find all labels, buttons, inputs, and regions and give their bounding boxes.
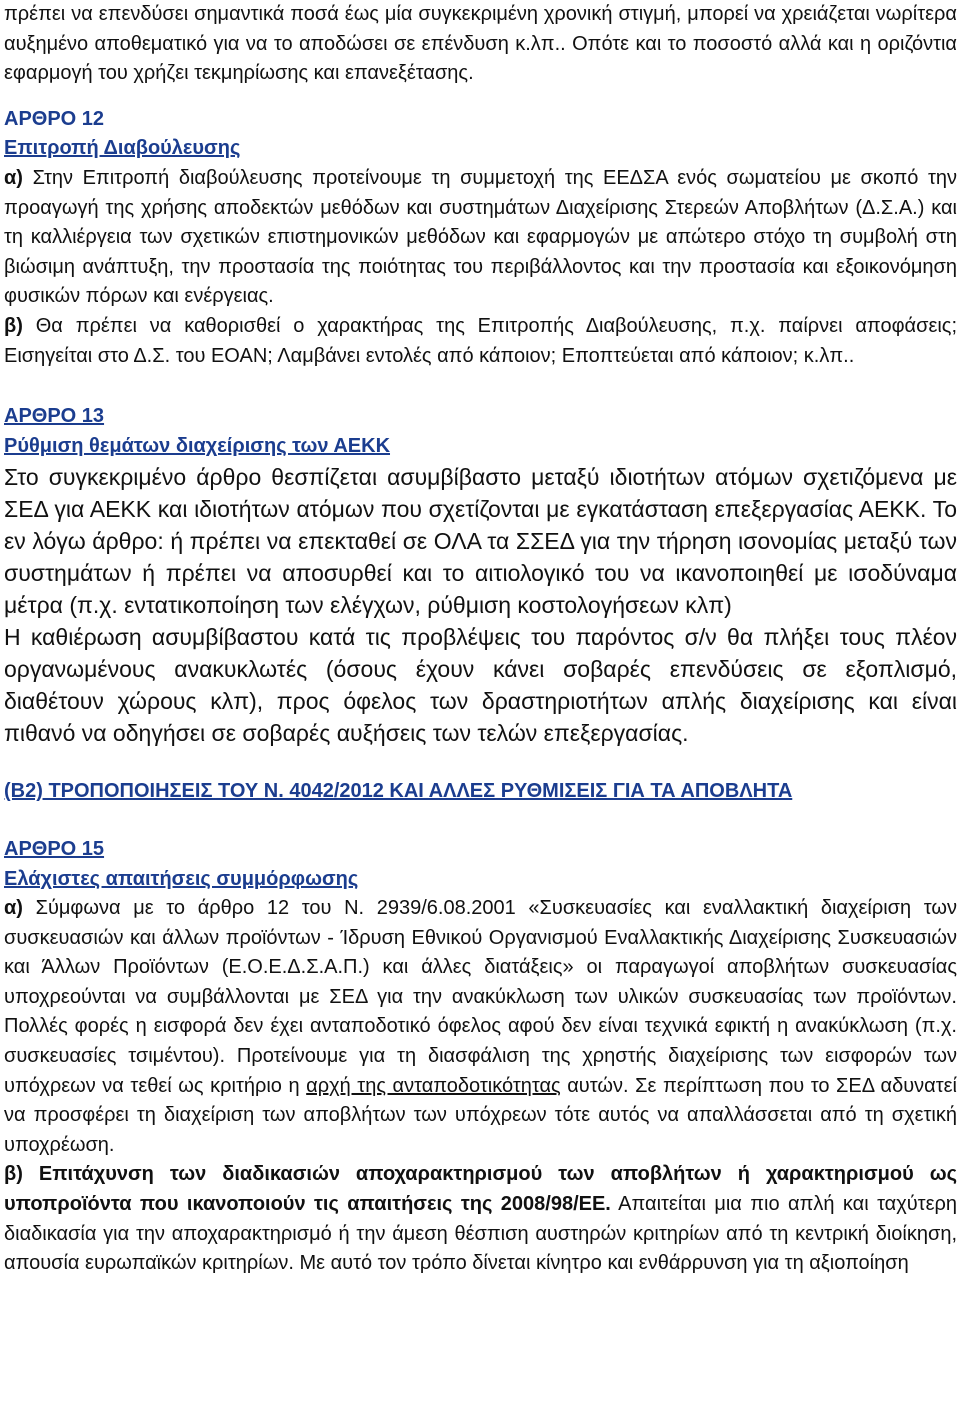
article-15-paragraph-a (4, 894, 957, 1160)
intro-paragraph: πρέπει να επενδύσει σημαντικά ποσά έως μία συγκεκριμένη χρονική στιγμή, μπορεί να χρειάζεται νωρίτερα αυξημένο αποθεματικό για να το αποδώσει σε επένδυση κ.λπ.. Οπότε και το ποσοστό αλλά και η οριζόντια εφαρμογή του χρήζει τεκμηρίωσης και επανεξέτασης. (4, 3, 957, 85)
article-12-paragraph-b (4, 312, 957, 371)
article-12-paragraph-a (4, 164, 957, 312)
article-13-heading: ΑΡΘΡΟ 13 (4, 405, 105, 428)
article-13-paragraph-1: Στο συγκεκριμένο άρθρο θεσπίζεται ασυμβίβαστο μεταξύ ιδιοτήτων ατόμων σχετιζόμενα με ΣΕΔ για ΑΕΚΚ και ιδιοτήτων ατόμων που σχετίζονται με εγκατάσταση επεξεργασίας ΑΕΚΚ. Το εν λόγω άρθρο: ή πρέπει να επεκταθεί σε ΟΛΑ τα ΣΣΕΔ για την τήρηση ισονομίας μεταξύ των συστημάτων ή πρέπει να αποσυρθεί και το αιτιολογικό του να ικανοποιηθεί με ισοδύναμα μέτρα (π.χ. εντατικοποίηση των ελέγχων, ρύθμιση κοστολογήσεων κλπ) (4, 464, 957, 619)
article-15-b-bold: Επιτάχυνση των διαδικασιών αποχαρακτηρισμού των αποβλήτων ή χαρακτηρισμού ως υποπροϊόντα που ικανοποιούν τις απαιτήσεις της 2008/98/ΕΕ. (4, 1163, 957, 1216)
article-15-title: Ελάχιστες απαιτήσεις συμμόρφωσης (4, 867, 359, 890)
article-13-paragraph-2: Η καθιέρωση ασυμβίβαστου κατά τις προβλέψεις του παρόντος σ/ν θα πλήξει τους πλέον οργανωμένους ανακυκλωτές (όσους έχουν κάνει σοβαρές επενδύσεις σε εξοπλισμό, διαθέτουν χώρους κλπ), προς όφελος των δραστηριοτήτων απλής διαχείρισης και είναι πιθανό να οδηγήσει σε σοβαρές αυξήσεις των τελών επεξεργασίας. (4, 624, 957, 747)
article-15-paragraph-b (4, 1160, 957, 1278)
article-12-b-text: Θα πρέπει να καθορισθεί ο χαρακτήρας της Επιτροπής Διαβούλευσης, π.χ. παίρνει αποφάσεις; Εισηγείται στο Δ.Σ. του ΕΟΑΝ; Λαμβάνει εντολές από κάποιον; Εποπτεύεται από κάποιον; κ.λπ.. (4, 314, 957, 367)
article-12-b-marker: β) (4, 314, 23, 337)
section-b2-heading: (Β2) ΤΡΟΠΟΠΟΙΗΣΕΙΣ ΤΟΥ Ν. 4042/2012 ΚΑΙ ΑΛΛΕΣ ΡΥΘΜΙΣΕΙΣ ΓΙΑ ΤΑ ΑΠΟΒΛΗΤΑ (4, 780, 793, 803)
article-15-b-text: Απαιτείται μια πιο απλή και ταχύτερη διαδικασία για την αποχαρακτηρισμό ή την άμεση θέσπιση αυστηρών κριτηρίων από τη κεντρική διοίκηση, απουσία ευρωπαϊκών κριτηρίων. Με αυτό τον τρόπο δίνεται κίνητρο και ενθάρρυνση για τη αξιοποίηση (4, 1193, 957, 1275)
article-15-heading: ΑΡΘΡΟ 15 (4, 837, 105, 860)
article-12-heading: ΑΡΘΡΟ 12 (4, 107, 105, 130)
article-15-a-text-2: αυτών. Σε περίπτωση που το ΣΕΔ αδυνατεί να προσφέρει τη διαχείριση των αποβλήτων των υπόχρεων τότε αυτός να απαλλάσσεται από τη σχετική υποχρέωση. (4, 1074, 957, 1156)
article-13-title: Ρύθμιση θεμάτων διαχείρισης των ΑΕΚΚ (4, 434, 391, 457)
article-15-a-text-1: Σύμφωνα με το άρθρο 12 του Ν. 2939/6.08.2001 «Συσκευασίες και εναλλακτική διαχείριση των συσκευασιών και άλλων προϊόντων - Ίδρυση Εθνικού Οργανισμού Εναλλακτικής Διαχείρισης Συσκευασιών και Άλλων Προϊόντων (Ε.Ο.Ε.Δ.Σ.Α.Π.) και άλλες διατάξεις» οι παραγωγοί αποβλήτων συσκευασίας υποχρεούνται να συμβάλλονται με ΣΕΔ για την ανακύκλωση των υλικών συσκευασίας των προϊόντων. Πολλές φορές η εισφορά δεν έχει ανταποδοτικό όφελος αφού δεν είναι τεχνικά εφικτή η ανακύκλωση (π.χ. συσκευασίες τσιμέντου). Προτείνουμε για τη διασφάλιση της χρηστής διαχείρισης των εισφορών των υπόχρεων να τεθεί ως κριτήριο η (4, 897, 957, 1097)
article-12-a-marker: α) (4, 166, 23, 189)
article-12-a-text: Στην Επιτροπή διαβούλευσης προτείνουμε τη συμμετοχή της ΕΕΔΣΑ ενός σωματείου με σκοπό την προαγωγή της χρήσης αποδεκτών μεθόδων και συστημάτων Διαχείρισης Στερεών Αποβλήτων (Δ.Σ.Α.) και τη καλλιέργεια των σχετικών επιστημονικών μεθόδων και εφαρμογών με απώτερο στόχο τη συμβολή στη βιώσιμη ανάπτυξη, την προστασία της ποιότητας του περιβάλλοντος και την προστασία και εξοικονόμηση φυσικών πόρων και ενέργειας. (4, 166, 957, 308)
article-15-a-underlined: αρχή της ανταποδοτικότητας (306, 1074, 561, 1097)
article-15-a-marker: α) (4, 897, 23, 920)
article-12-title: Επιτροπή Διαβούλευσης (4, 137, 241, 160)
article-15-b-marker: β) (4, 1163, 23, 1186)
